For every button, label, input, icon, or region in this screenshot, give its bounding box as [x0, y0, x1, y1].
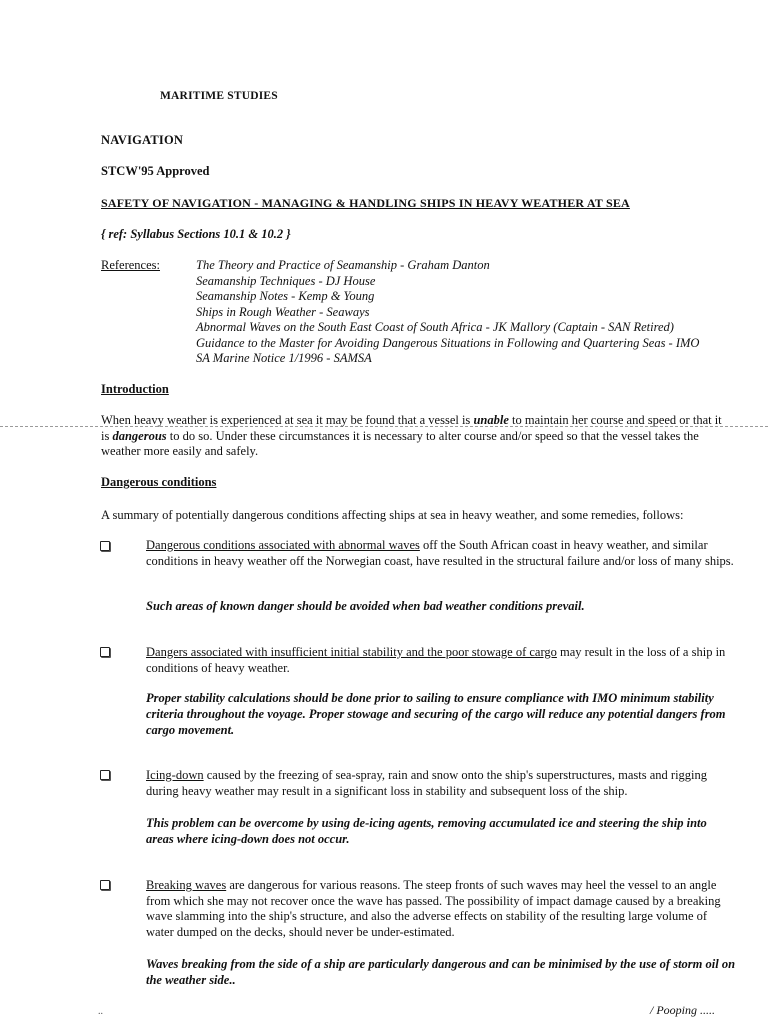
dangerous-conditions-heading: Dangerous conditions [101, 475, 217, 489]
references-list [196, 258, 699, 367]
continued-on-next-page: / Pooping ..... [650, 1003, 715, 1017]
intro-text-3: to do so. Under these circumstances it is necessary to alter course and/or speed so that the vessel takes the weather more easily and safely. [101, 428, 699, 458]
scan-marks: .. [98, 1006, 103, 1017]
reference-item: Seamanship Techniques - DJ House [196, 273, 376, 288]
syllabus-reference: { ref: Syllabus Sections 10.1 & 10.2 } [101, 227, 291, 241]
reference-item: The Theory and Practice of Seamanship - Graham Danton [196, 258, 490, 272]
item-text: are dangerous for various reasons. The steep fronts of such waves may heel the vessel to an angle from which she may not recover once the wave has passed. The possibility of impact damage caused by a breaking wave slamming into the ship's structure, and also the adverse effects on stability of the resulting large volume of water dumped on the decks, should never be under-estimated. [146, 878, 721, 939]
document-title: SAFETY OF NAVIGATION - MANAGING & HANDLING SHIPS IN HEAVY WEATHER AT SEA [101, 196, 630, 210]
item-lead: Dangers associated with insufficient initial stability and the poor stowage of cargo [146, 645, 557, 659]
reference-item: Seamanship Notes - Kemp & Young [196, 289, 375, 303]
list-item [146, 768, 736, 799]
reference-item: Guidance to the Master for Avoiding Dangerous Situations in Following and Quartering Seas - IMO [196, 335, 700, 350]
department-heading: MARITIME STUDIES [160, 90, 278, 102]
approval-line: STCW'95 Approved [101, 164, 210, 178]
introduction-heading: Introduction [101, 382, 169, 396]
list-item [146, 878, 736, 940]
reference-item: Abnormal Waves on the South East Coast of South Africa - JK Mallory (Captain - SAN Retired) [196, 320, 674, 334]
item-text: caused by the freezing of sea-spray, rain and snow onto the ship's superstructures, masts and rigging during heavy weather may result in a significant loss in stability and subsequent loss of the ship. [146, 768, 708, 798]
list-item [146, 645, 736, 676]
introduction-paragraph [101, 413, 731, 460]
dangerous-summary: A summary of potentially dangerous conditions affecting ships at sea in heavy weather, and some remedies, follows: [101, 508, 684, 522]
intro-emphasis-unable: unable [473, 413, 509, 427]
checkbox-icon [100, 770, 110, 780]
item-remedy-note: Proper stability calculations should be done prior to sailing to ensure compliance with IMO minimum stability criteria throughout the voyage. Proper stowage and securing of the cargo will reduce any potential dangers from cargo movement. [146, 691, 726, 737]
item-lead: Dangerous conditions associated with abnormal waves [146, 538, 420, 552]
item-remedy-note: Such areas of known danger should be avoided when bad weather conditions prevail. [146, 599, 585, 613]
list-item [146, 538, 736, 569]
reference-item: Ships in Rough Weather - Seaways [196, 304, 370, 319]
checkbox-icon [100, 541, 110, 551]
item-remedy-note: Waves breaking from the side of a ship are particularly dangerous and can be minimised by the use of storm oil on the weather side.. [146, 957, 736, 987]
item-text: off the South African coast in heavy weather, and similar conditions in heavy weather off the Norwegian coast, have resulted in the structural failure and/or loss of many ships. [146, 538, 734, 568]
references-label: References: [101, 258, 160, 272]
reference-item: SA Marine Notice 1/1996 - SAMSA [196, 351, 372, 365]
checkbox-icon [100, 880, 110, 890]
intro-emphasis-dangerous: dangerous [112, 428, 167, 443]
intro-text-2: to maintain her course and speed or that it is [101, 413, 722, 443]
intro-text-1: When heavy weather is experienced at sea it may be found that a vessel is [101, 413, 474, 427]
subject-heading: NAVIGATION [101, 133, 184, 147]
item-lead: Breaking waves [146, 878, 227, 892]
item-text: may result in the loss of a ship in conditions of heavy weather. [146, 645, 726, 675]
checkbox-icon [100, 647, 110, 657]
item-lead: Icing-down [146, 768, 204, 782]
item-remedy-note: This problem can be overcome by using de-icing agents, removing accumulated ice and steering the ship into areas where icing-down does not occur. [146, 816, 707, 846]
